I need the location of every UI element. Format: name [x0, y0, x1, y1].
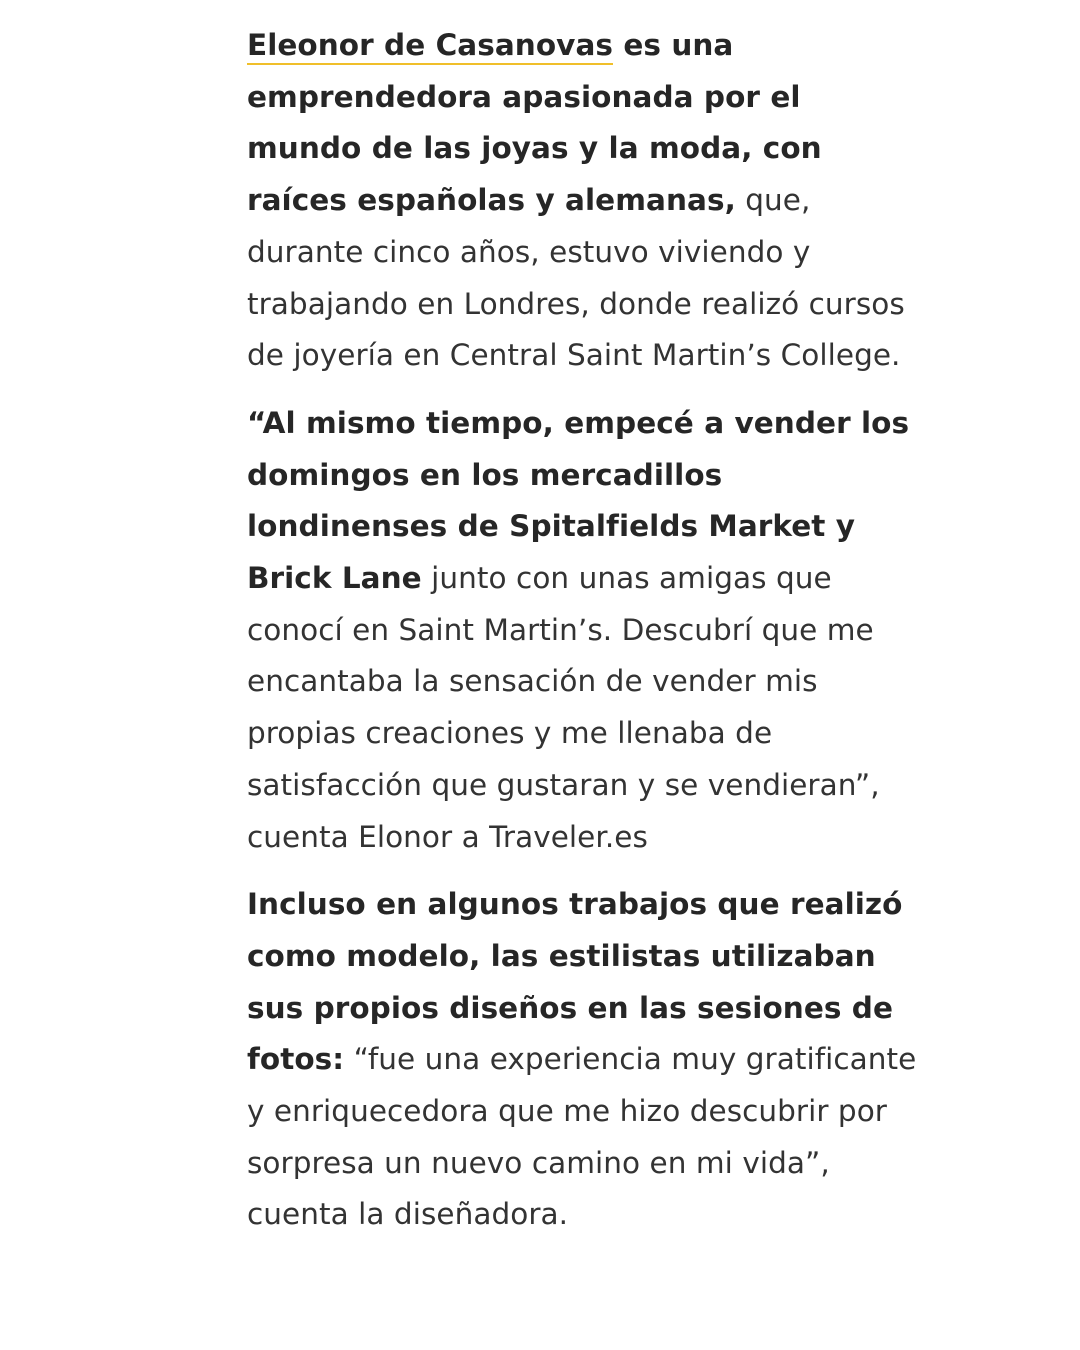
author-link[interactable]: Eleonor de Casanovas: [247, 28, 613, 65]
intro-bold-text: es una emprendedora apasionada por el mundo de las joyas y la moda, con raíces españolas y alemanas,: [247, 28, 822, 218]
article-body: [247, 20, 919, 1257]
paragraph-intro: [247, 20, 919, 382]
intro-text: que, durante cinco años, estuvo viviendo y trabajando en Londres, donde realizó cursos de joyería en Central Saint Martin’s College.: [247, 183, 905, 373]
quote-text: junto con unas amigas que conocí en Saint Martin’s. Descubrí que me encantaba la sensación de vender mis propias creaciones y me llenaba de satisfacción que gustaran y se vendieran”, cuenta Elonor a Traveler.es: [247, 561, 880, 854]
paragraph-quote: [247, 398, 919, 863]
paragraph-model-work: [247, 879, 919, 1241]
model-work-text: “fue una experiencia muy gratificante y enriquecedora que me hizo descubrir por sorpresa un nuevo camino en mi vida”, cuenta la diseñadora.: [247, 1042, 917, 1232]
model-work-bold-text: Incluso en algunos trabajos que realizó como modelo, las estilistas utilizaban sus propios diseños en las sesiones de fotos:: [247, 887, 903, 1077]
quote-bold-text: “Al mismo tiempo, empecé a vender los domingos en los mercadillos londinenses de Spitalfields Market y Brick Lane: [247, 405, 910, 596]
